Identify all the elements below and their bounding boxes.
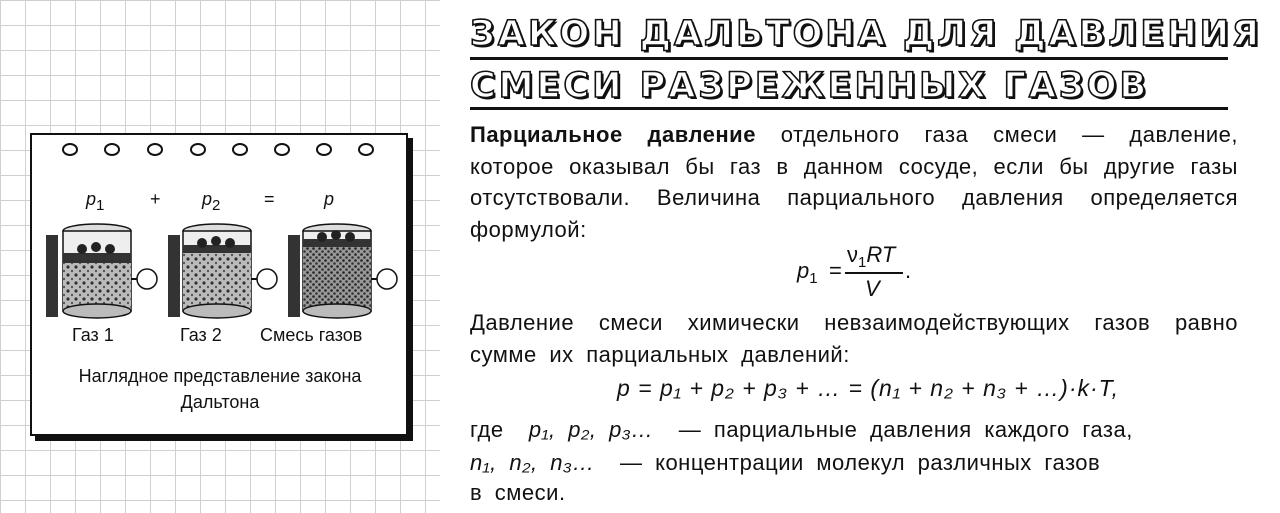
- formula1-numerator: $\nu_1RT$: [847, 242, 896, 271]
- eq-p1: $p_1$: [86, 189, 105, 214]
- binder-hole-icon: [104, 143, 120, 156]
- formula1-lhs: $p_1$: [797, 258, 818, 287]
- illustration-caption: Наглядное представление закона Дальтона: [78, 366, 362, 412]
- vessel-gas-2: [168, 224, 277, 318]
- binder-hole-icon: [147, 143, 163, 156]
- definition-term: Парциальное давление: [470, 122, 756, 147]
- eq-equals: =: [264, 189, 275, 209]
- vessel-gas-mixture: [288, 224, 397, 318]
- formula1-equals: =: [829, 258, 842, 283]
- binder-hole-icon: [274, 143, 290, 156]
- eq-p: p: [324, 189, 335, 209]
- illustration-card: [30, 133, 408, 436]
- binder-hole-icon: [190, 143, 206, 156]
- eq-plus: +: [150, 189, 161, 209]
- binder-hole-icon: [62, 143, 78, 156]
- binder-hole-icon: [232, 143, 248, 156]
- title-underline-2: [470, 107, 1228, 110]
- label-gas-mixture: Смесь газов: [260, 325, 363, 345]
- eq-p2: $p_2$: [202, 189, 221, 214]
- where-line-3: в смеси.: [470, 480, 566, 505]
- vessel-gas-1: [46, 224, 157, 318]
- title-underline-1: [470, 57, 1228, 60]
- where-line-2: n₁, n₂, n₃… — концентрации молекул различных газов: [470, 450, 1101, 475]
- where-line-1: где p₁, p₂, p₃… — парциальные давления каждого газа,: [470, 417, 1133, 442]
- dalton-law-statement: Давление смеси химически невзаимодействующих газов равно сумме их парциальных давлений:: [470, 310, 1238, 367]
- label-gas-2: Газ 2: [180, 325, 222, 345]
- binder-hole-icon: [358, 143, 374, 156]
- definition-paragraph: [470, 119, 1238, 245]
- title-line-2: СМЕСИ РАЗРЕЖЕННЫХ ГАЗОВ: [470, 66, 1150, 106]
- formula1-period: .: [905, 258, 912, 283]
- dalton-law-formula: p = p₁ + p₂ + p₃ + … = (n₁ + n₂ + n₃ + …)·k·T,: [617, 375, 1119, 401]
- label-gas-1: Газ 1: [72, 325, 114, 345]
- partial-pressure-formula: [797, 242, 927, 304]
- binder-hole-icon: [316, 143, 332, 156]
- formula1-denominator: V: [865, 276, 880, 301]
- definition-text: отдельного газа смеси — давление, которое оказывал бы газ в данном сосуде, если бы другие газы отсутствовали. Величина парциального давления определяется формулой:: [470, 122, 1238, 242]
- fraction-bar: [845, 272, 903, 274]
- gas-vessels-drawing: [42, 217, 402, 327]
- title-line-1: ЗАКОН ДАЛЬТОНА ДЛЯ ДАВЛЕНИЯ: [470, 14, 1262, 54]
